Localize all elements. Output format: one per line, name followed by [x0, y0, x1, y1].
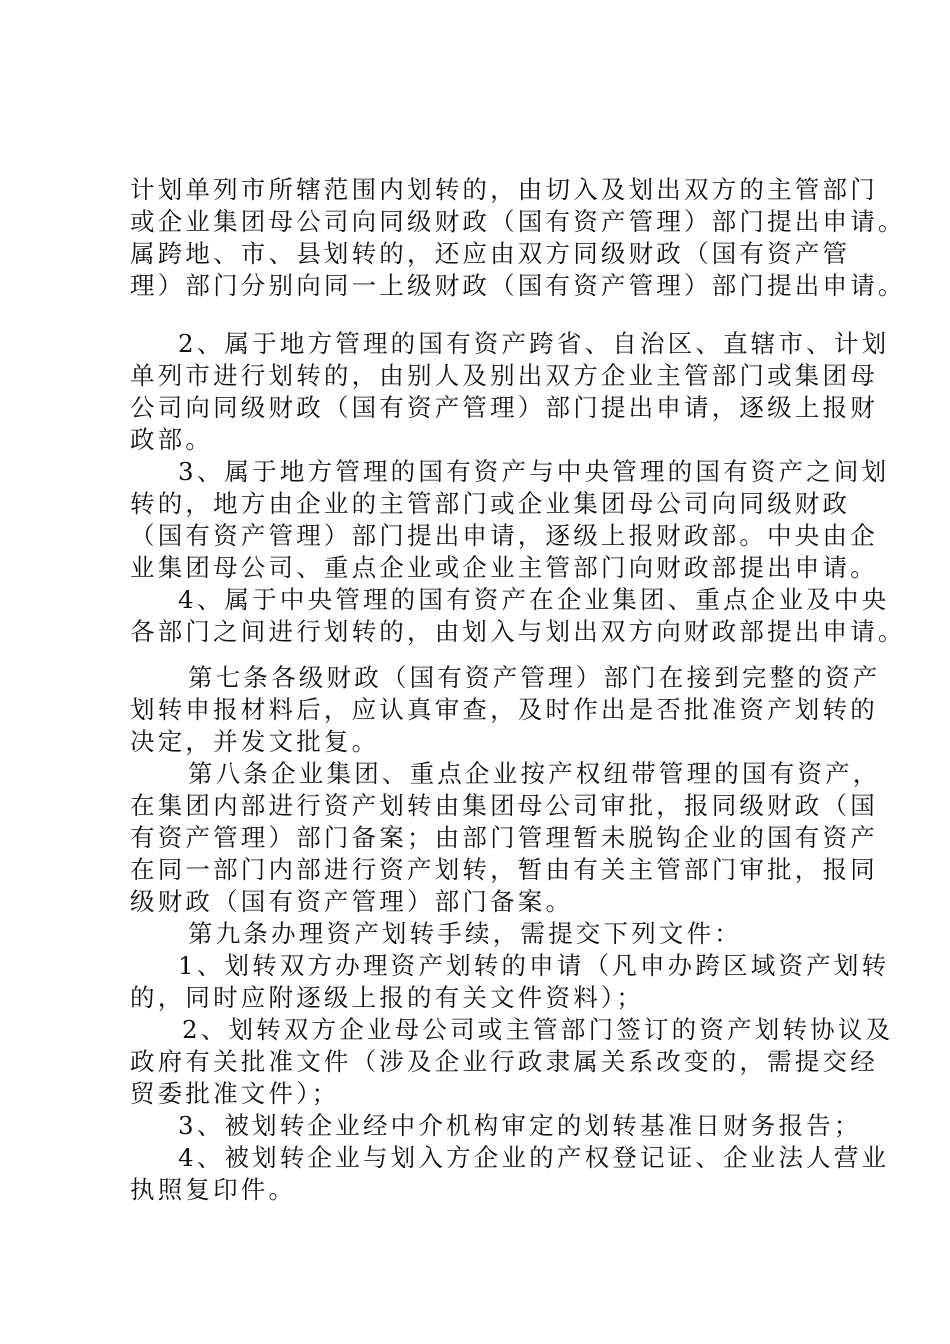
- text-line: 1、划转双方办理资产划转的申请（凡申办跨区域资产划转: [178, 951, 890, 980]
- text-line: 的，同时应附逐级上报的有关文件资料）；: [130, 983, 645, 1012]
- text-line: 各部门之间进行划转的，由划入与划出双方向财政部提出申请。: [130, 617, 906, 646]
- text-line: 公司向同级财政（国有资产管理）部门提出申请，逐级上报财: [130, 393, 878, 422]
- text-line: 属跨地、市、县划转的，还应由双方同级财政（国有资产管: [130, 239, 851, 268]
- text-line: 贸委批准文件）；: [130, 1079, 340, 1108]
- text-line: 有资产管理）部门备案；由部门管理暂未脱钩企业的国有资产: [130, 823, 878, 852]
- text-line: 第八条企业集团、重点企业按产权纽带管理的国有资产，: [188, 759, 881, 788]
- paragraph-block-3: [130, 662, 894, 1206]
- text-line: 4、属于中央管理的国有资产在企业集团、重点企业及中央: [178, 585, 890, 614]
- text-line: 理）部门分别向同一上级财政（国有资产管理）部门提出申请。: [130, 271, 906, 300]
- text-line: 在集团内部进行资产划转由集团母公司审批，报同级财政（国: [130, 791, 878, 820]
- text-line: 3、被划转企业经中介机构审定的划转基准日财务报告；: [178, 1111, 862, 1140]
- text-line: 转的，地方由企业的主管部门或企业集团母公司向同级财政: [130, 489, 851, 518]
- text-line: 划转申报材料后，应认真审查，及时作出是否批准资产划转的: [130, 695, 878, 724]
- text-line: 业集团母公司、重点企业或企业主管部门向财政部提出申请。: [130, 553, 878, 582]
- paragraph-block-2: [130, 328, 906, 648]
- text-line: 或企业集团母公司向同级财政（国有资产管理）部门提出申请。: [130, 207, 906, 236]
- text-line: 2、属于地方管理的国有资产跨省、自治区、直辖市、计划: [178, 329, 890, 358]
- text-line: 3、属于地方管理的国有资产与中央管理的国有资产之间划: [178, 457, 890, 486]
- text-line: 计划单列市所辖范围内划转的，由切入及划出双方的主管部门: [130, 175, 878, 204]
- text-line: 政部。: [130, 425, 214, 454]
- text-line: 决定，并发文批复。: [130, 727, 380, 756]
- text-line: 政府有关批准文件（涉及企业行政隶属关系改变的，需提交经: [130, 1047, 878, 1076]
- text-line: 执照复印件。: [130, 1175, 297, 1204]
- text-line: 第九条办理资产划转手续，需提交下列文件：: [188, 919, 742, 948]
- text-line: 级财政（国有资产管理）部门备案。: [130, 887, 574, 916]
- text-line: 第七条各级财政（国有资产管理）部门在接到完整的资产: [188, 663, 881, 692]
- text-line: 单列市进行划转的，由别人及别出双方企业主管部门或集团母: [130, 361, 878, 390]
- text-line: 2、划转双方企业母公司或主管部门签订的资产划转协议及: [182, 1015, 894, 1044]
- text-line: 4、被划转企业与划入方企业的产权登记证、企业法人营业: [178, 1143, 890, 1172]
- paragraph-block-1: [130, 174, 906, 302]
- text-line: 在同一部门内部进行资产划转，暂由有关主管部门审批，报同: [130, 855, 878, 884]
- text-line: （国有资产管理）部门提出申请，逐级上报财政部。中央由企: [130, 521, 878, 550]
